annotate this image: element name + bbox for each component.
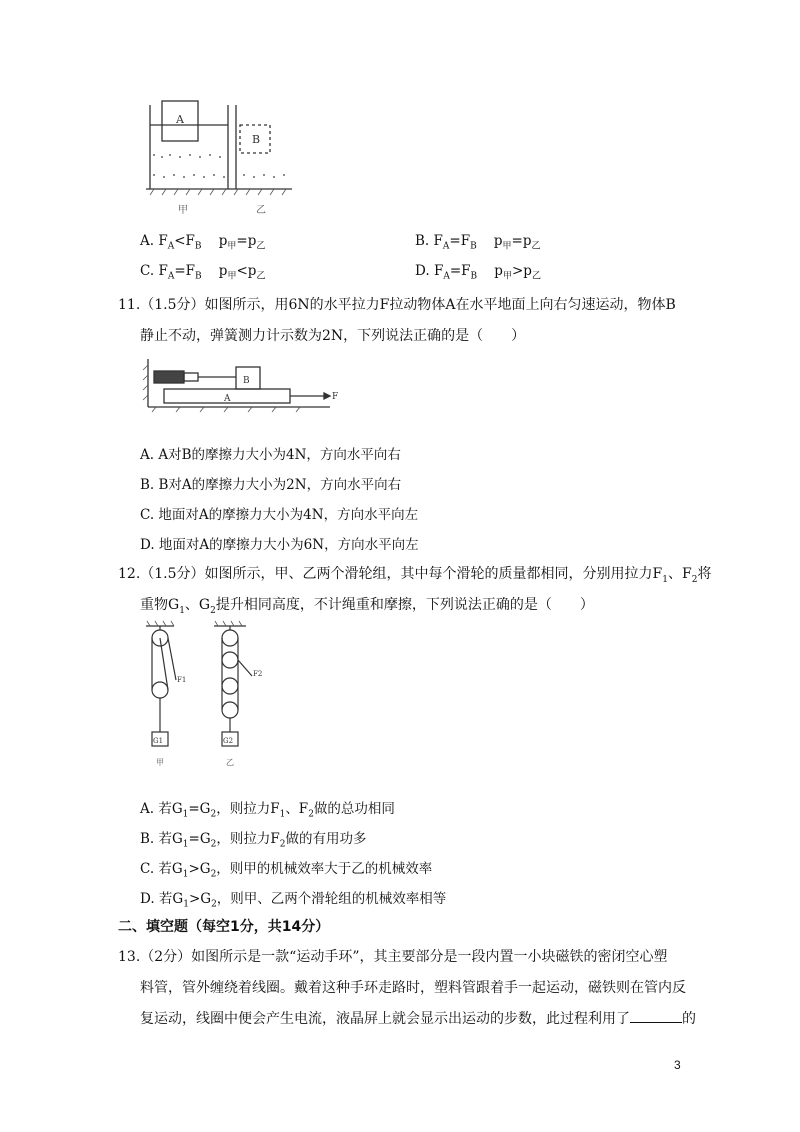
q10-option-b[interactable]: B. $F_A=F_B$ $p_甲=p_乙$ bbox=[415, 233, 541, 252]
q12-f2-label: F2 bbox=[253, 670, 263, 678]
q13-stem-line1: 13.（2分）如图所示是一款“运动手环”，其主要部分是一段内置一小块磁铁的密闭空心塑 bbox=[118, 949, 668, 965]
q10-option-c[interactable]: C. $F_A=F_B$ $p_甲<p_乙$ bbox=[140, 263, 266, 282]
q12-stem-line1: 12.（1.5分）如图所示，甲、乙两个滑轮组，其中每个滑轮的质量都相同，分别用拉力$F_1$、$F_2$将 bbox=[118, 566, 712, 585]
q11-force-label: F bbox=[332, 392, 339, 402]
q12-f1-label: F1 bbox=[177, 676, 187, 684]
q12-jia-label: 甲 bbox=[156, 758, 164, 767]
q10-figure bbox=[140, 95, 300, 225]
page-number: 3 bbox=[674, 1058, 681, 1072]
q10-block-a-label: A bbox=[176, 113, 184, 126]
section-heading: 二、填空题（每空1分，共14分） bbox=[118, 919, 330, 935]
q12-option-c[interactable]: C. 若$G_1>G_2$，则甲的机械效率大于乙的机械效率 bbox=[140, 861, 433, 880]
q12-figure bbox=[140, 620, 270, 775]
q12-stem-line2: 重物$G_1$、$G_2$提升相同高度，不计绳重和摩擦，下列说法正确的是（ ） bbox=[140, 597, 594, 616]
q11-option-b[interactable]: B. B对A的摩擦力大小为2N，方向水平向右 bbox=[140, 477, 402, 493]
q12-g1-label: G1 bbox=[153, 737, 164, 745]
q12-option-a[interactable]: A. 若$G_1=G_2$，则拉力$F_1$、$F_2$做的总功相同 bbox=[140, 801, 395, 820]
q12-yi-label: 乙 bbox=[226, 758, 234, 767]
q12-option-d[interactable]: D. 若$G_1>G_2$，则甲、乙两个滑轮组的机械效率相等 bbox=[140, 891, 447, 910]
q10-jia-label: 甲 bbox=[178, 205, 188, 216]
q11-board-a-label: A bbox=[224, 394, 231, 404]
q10-block-b-label: B bbox=[252, 133, 261, 146]
q10-yi-label: 乙 bbox=[256, 205, 266, 216]
q11-option-a[interactable]: A. A对B的摩擦力大小为4N，方向水平向右 bbox=[140, 447, 401, 463]
q12-option-b[interactable]: B. 若$G_1=G_2$，则拉力$F_2$做的有用功多 bbox=[140, 831, 367, 850]
q13-answer-blank[interactable] bbox=[630, 1010, 682, 1023]
q12-g2-label: G2 bbox=[223, 737, 234, 745]
q11-option-d[interactable]: D. 地面对A的摩擦力大小为6N，方向水平向左 bbox=[140, 537, 419, 553]
q13-stem-line2: 料管，管外缠绕着线圈。戴着这种手环走路时，塑料管跟着手一起运动，磁铁则在管内反 bbox=[140, 980, 686, 996]
q11-stem-line1: 11.（1.5分）如图所示，用6N的水平拉力F拉动物体A在水平地面上向右匀速运动，物体B bbox=[118, 297, 676, 313]
q10-option-a[interactable]: A. $F_A<F_B$ $p_甲=p_乙$ bbox=[140, 233, 266, 252]
q11-figure bbox=[140, 355, 340, 415]
q13-stem-line3: 复运动，线圈中便会产生电流，液晶屏上就会显示出运动的步数，此过程利用了 的 bbox=[140, 1011, 696, 1027]
q10-option-d[interactable]: D. $F_A=F_B$ $p_甲>p_乙$ bbox=[415, 263, 541, 282]
q11-option-c[interactable]: C. 地面对A的摩擦力大小为4N，方向水平向左 bbox=[140, 507, 419, 523]
q11-block-b-label: B bbox=[243, 376, 250, 386]
q11-stem-line2: 静止不动，弹簧测力计示数为2N，下列说法正确的是（ ） bbox=[140, 328, 526, 344]
